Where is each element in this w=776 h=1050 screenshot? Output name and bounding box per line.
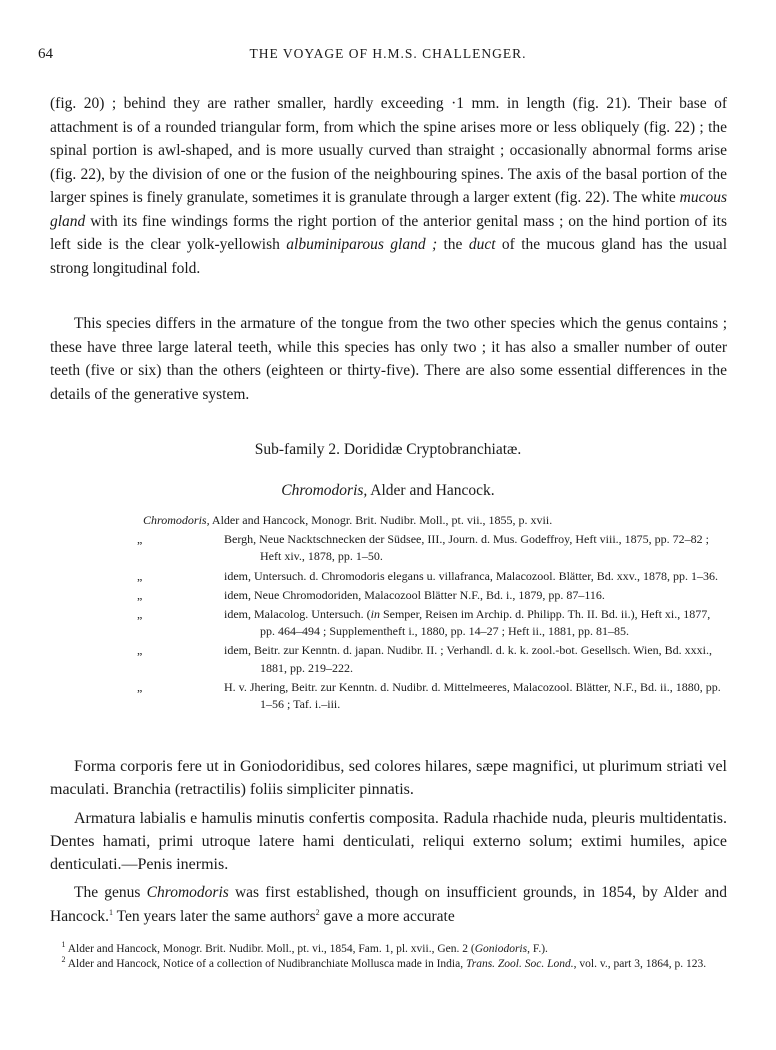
bib-text: Alder and Hancock, Monogr. Brit. Nudibr. Moll., pt. vii., 1855, p. xvii. [209,513,553,527]
footnote-text: Alder and Hancock, Monogr. Brit. Nudibr. Moll., pt. vi., 1854, Fam. 1, pl. xvii., Gen. 2 ( [65,943,475,955]
italic-term: duct [468,236,496,253]
subfamily-heading: Sub-family 2. Dorididæ Cryptobranchiatæ. [254,441,522,458]
bib-text: H. v. Jhering, Beitr. zur Kenntn. d. Nudibr. d. Mittelmeeres, Malacozool. Blätter, N.F., Bd. ii., 1880, pp. 1–56 ; Taf. i.–iii. [224,679,721,712]
text-run: the [437,236,469,253]
ditto-mark: „ [137,679,143,694]
footnotes [50,942,727,972]
footnote-italic: Goniodoris [474,943,528,955]
text-run: Ten years later the same authors [112,907,316,925]
bib-entry [137,531,727,565]
bib-entry [143,512,727,529]
footnote-text: , vol. v., part 3, 1864, p. 123. [573,958,707,970]
footnote-1 [50,942,727,957]
genus-authors: Alder and Hancock. [367,482,495,499]
italic-term: mucous gland [50,189,727,230]
running-title: THE VOYAGE OF H.M.S. CHALLENGER. [249,46,527,61]
paragraph-2-text: This species differs in the armature of the tongue from the two other species which the genus contains ; these have three large lateral teeth, while this species has only two ; it has also a smaller number of outer teeth (five or six) than the others (eighteen or thirty-five). There are also some essential differences in the details of the generative system. [50,315,727,403]
ditto-mark: „ [137,587,143,602]
text-run: (fig. 20) ; behind they are rather smaller, hardly exceeding ·1 mm. in length (fig. 21). Their base of attachment is of a rounded triangular form, from which the spine arises more or less obliquely (fig. 22) ; the spinal portion is awl-shaped, and is more usually curved than straight ; occasionally abnormal forms arise (fig. 22), by the division of one or the fusion of the neighbouring spines. The axis of the basal portion of the larger spines is finely granulate, sometimes it is granulate through a larger extent (fig. 22). The white [50,95,727,206]
bib-genus: Chromodoris, [143,513,210,527]
italic-term: albuminiparous gland ; [286,236,438,253]
ditto-mark: „ [137,532,143,547]
final-paragraph [50,881,727,928]
footnote-2 [50,957,727,972]
ditto-mark: „ [137,607,143,622]
bibliography [137,512,727,713]
footnote-ref: 2 [315,907,320,917]
bib-text: idem, Neue Chromodoriden, Malacozool Blätter N.F., Bd. i., 1879, pp. 87–116. [224,587,605,602]
text-run: gave a more accurate [319,907,455,925]
bib-text: idem, Malacolog. Untersuch. ( [224,607,371,622]
footnote-text: Alder and Hancock, Notice of a collection of Nudibranchiate Mollusca made in India, [65,958,466,970]
paragraph-2 [50,312,727,406]
genus-name: Chromodoris, [281,482,368,499]
latin-paragraph: Armatura labialis e hamulis minutis confertis composita. Radula rhachide nuda, pleuris multidentatis. Dentes hamati, primi utroque latere hami denticulati, reliqui externo solum; extimi humiles, apice denticulati.—Penis inermis. [50,810,727,873]
page-number: 64 [38,46,53,62]
bib-entry [137,606,727,640]
page-header [0,46,776,68]
text-run: The genus [74,884,147,901]
bib-entry [137,568,727,585]
bib-text: idem, Beitr. zur Kenntn. d. japan. Nudibr. II. ; Verhandl. d. k. k. zool.-bot. Gesellsch. Wien, Bd. xxxi., 1881, pp. 219–222. [224,643,712,675]
footnote-italic: Trans. Zool. Soc. Lond. [465,958,574,970]
paragraph-1 [50,92,727,280]
latin-diagnosis [50,755,727,876]
bib-entry [137,587,727,604]
bib-entry [137,642,727,676]
text-run: of the mucous gland has the usual strong longitudinal fold. [50,236,727,277]
ditto-mark: „ [137,568,143,583]
bib-text: Bergh, Neue Nacktschnecken der Südsee, III., Journ. d. Mus. Godeffroy, Heft viii., 1875, pp. 72–82 ; Heft xiv., 1878, pp. 1–50. [224,532,710,564]
text-run: with its fine windings forms the right portion of the anterior genital mass ; on the hind portion of its left side is the clear yolk-yellowish [50,212,727,253]
text-run: was first established, though on insufficient grounds, in 1854, by Alder and Hancock. [50,884,727,925]
latin-paragraph: Forma corporis fere ut in Goniodoridibus, sed colores hilares, sæpe magnifici, ut plurimum striati vel maculati. Branchia (retractilis) foliis simpliciter pinnatis. [50,758,727,798]
footnote-mark: 2 [61,955,66,965]
genus-heading [0,482,776,500]
bib-entry [137,679,727,713]
footnote-text: , F.). [527,943,548,955]
ditto-mark: „ [137,643,143,658]
footnote-ref: 1 [108,907,113,917]
italic-term: Chromodoris [146,884,229,901]
bib-text: idem, Untersuch. d. Chromodoris elegans u. villafranca, Malacozool. Blätter, Bd. xxv., 1878, pp. 1–36. [224,568,718,583]
bib-italic: in [370,607,380,622]
bib-text: Semper, Reisen im Archip. d. Philipp. Th. II. Bd. ii.), Heft xi., 1877, pp. 464–494 ; Supplementheft i., 1880, pp. 14–27 ; Heft ii., 1881, pp. 81–85. [260,607,711,639]
footnote-mark: 1 [61,940,66,950]
